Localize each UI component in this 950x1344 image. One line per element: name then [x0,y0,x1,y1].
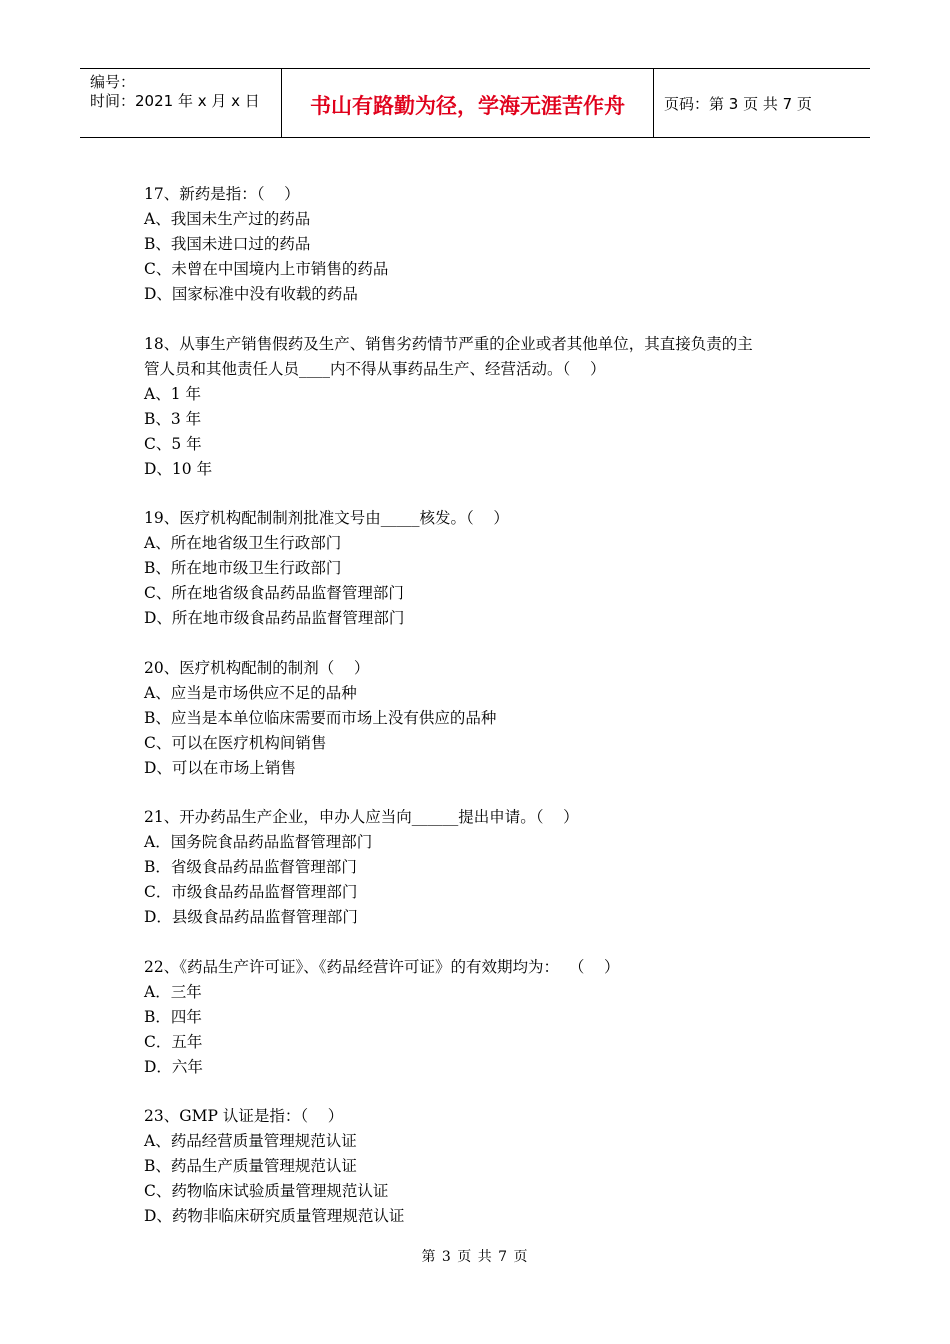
option-b: B．四年 [144,1007,202,1026]
option-c: C、未曾在中国境内上市销售的药品 [144,260,389,278]
option-d: D．六年 [144,1057,203,1076]
option-d: D、国家标准中没有收载的药品 [144,285,358,303]
option-d: D、10 年 [144,459,213,478]
header-time-label: 时间：2021 年 x 月 x 日 [90,92,260,110]
question-21 [144,805,824,930]
option-a: A．三年 [144,982,202,1001]
page-footer: 第 3 页 共 7 页 [421,1249,529,1265]
option-a: A、所在地省级卫生行政部门 [144,534,342,552]
question-stem: 21、开办药品生产企业，申办人应当向______提出申请。（ ） [144,808,579,826]
question-18 [144,332,824,482]
option-b: B、药品生产质量管理规范认证 [144,1157,357,1175]
question-stem-line-2: 管人员和其他责任人员____内不得从事药品生产、经营活动。（ ） [144,359,606,378]
question-stem: 19、医疗机构配制制剂批准文号由_____核发。（ ） [144,509,509,527]
question-19 [144,506,824,631]
option-d: D、所在地市级食品药品监督管理部门 [144,609,405,627]
question-stem: 20、医疗机构配制的制剂（ ） [144,658,370,677]
option-a: A、药品经营质量管理规范认证 [144,1132,357,1150]
question-stem: 23、GMP 认证是指：（ ） [144,1107,344,1125]
question-20 [144,656,824,781]
option-c: C、5 年 [144,434,202,453]
document-header [80,68,870,138]
option-d: D、药物非临床研究质量管理规范认证 [144,1207,405,1225]
option-b: B、3 年 [144,409,202,428]
option-d: D、可以在市场上销售 [144,758,296,777]
question-stem-line-1: 18、从事生产销售假药及生产、销售劣药情节严重的企业或者其他单位，其直接负责的主 [144,334,753,353]
option-a: A、应当是市场供应不足的品种 [144,683,357,702]
option-c: C、所在地省级食品药品监督管理部门 [144,584,404,602]
question-list [144,182,824,1254]
header-meta [80,69,282,137]
option-c: C．五年 [144,1032,203,1051]
option-c: C、可以在医疗机构间销售 [144,733,327,752]
option-c: C．市级食品药品监督管理部门 [144,883,358,901]
option-b: B、我国未进口过的药品 [144,235,311,253]
header-number-label: 编号： [90,73,136,91]
question-22 [144,955,824,1080]
question-stem: 17、新药是指：（ ） [144,185,300,203]
question-23 [144,1104,824,1229]
option-a: A．国务院食品药品监督管理部门 [144,833,373,851]
question-17 [144,182,824,307]
question-stem: 22、《药品生产许可证》、《药品经营许可证》的有效期均为： （ ） [144,957,620,976]
header-motto: 书山有路勤为径，学海无涯苦作舟 [282,69,654,137]
header-page-info: 页码：第 3 页 共 7 页 [664,94,812,113]
option-a: A、我国未生产过的药品 [144,210,311,228]
option-d: D．县级食品药品监督管理部门 [144,908,358,926]
option-b: B、所在地市级卫生行政部门 [144,559,342,577]
option-b: B．省级食品药品监督管理部门 [144,858,357,876]
option-a: A、1 年 [144,384,201,403]
option-b: B、应当是本单位临床需要而市场上没有供应的品种 [144,708,497,727]
option-c: C、药物临床试验质量管理规范认证 [144,1182,389,1200]
